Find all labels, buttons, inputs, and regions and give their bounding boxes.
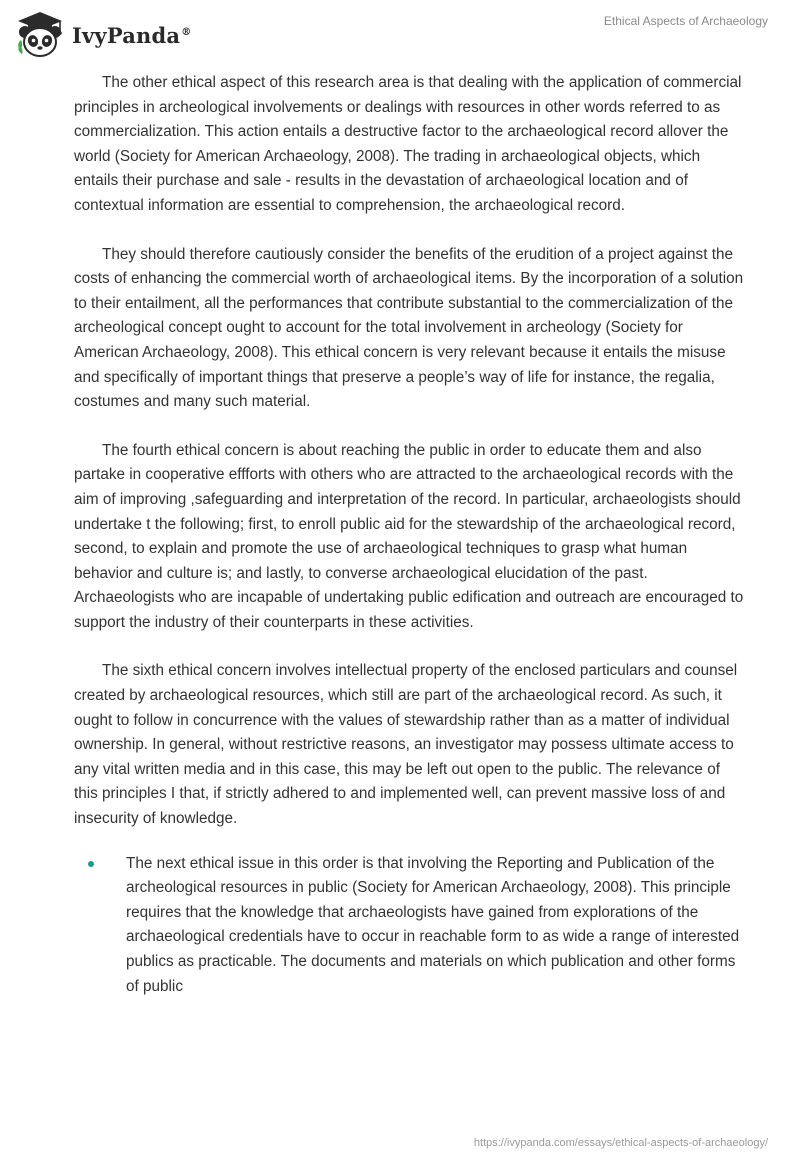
page-header [0,0,800,70]
registered-mark: ® [181,26,192,38]
source-url-link[interactable]: https://ivypanda.com/essays/ethical-aspects-of-archaeology/ [473,1137,768,1149]
bullet-text: The next ethical issue in this order is that involving the Reporting and Publication of the archeological resources in public (Society for American Archaeology, 2008). This principle requires that the knowledge that archaeologists have gained from explorations of the archaeological credentials have to occur in reachable form to as wide a range of interested publics as practicable. The documents and materials on which publication and other forms of public [126,854,740,995]
essay-body [74,71,744,999]
ivypanda-logo-link[interactable] [14,10,191,58]
panda-logo-icon [14,10,66,58]
paragraph-intellectual-property: The sixth ethical concern involves intellectual property of the enclosed particulars and counsel created by archaeological resources, which still are part of the archaeological record. As such, it ought to follow in concurrence with the values of stewardship rather than as a matter of individual ownership. In general, without restrictive reasons, an investigator may possess ultimate access to any vital written media and in this case, this may be left out open to the public. The relevance of this principles I that, if strictly adhered to and implemented well, can prevent massive loss of and insecurity of knowledge. [74,662,738,828]
bullet-list [74,852,744,1000]
paragraph-cost-benefit: They should therefore cautiously consider the benefits of the erudition of a project against the costs of enhancing the commercial worth of archaeological items. By the incorporation of a solution to their entailment, all the performances that contribute substantial to the commercialization of the archeological concept ought to account for the total involvement in archeology (Society for American Archaeology, 2008). This ethical concern is very relevant because it entails the misuse and specifically of important things that preserve a people’s way of life for instance, the regalia, costumes and many such material. [74,245,744,411]
paragraph-commercialization: The other ethical aspect of this research area is that dealing with the application of commercial principles in archeological involvements or dealings with resources in other words referred to as commercialization. This action entails a destructive factor to the archaeological record allover the world (Society for American Archaeology, 2008). The trading in archaeological objects, which entails their purchase and sale - results in the devastation of archaeological location and of contextual information are essential to comprehension, the archaeological record. [74,74,742,214]
paragraph-public-education: The fourth ethical concern is about reaching the public in order to educate them and also partake in cooperative effforts with others who are attracted to the archaeological records with the aim of improving ,safeguarding and interpretation of the record. In particular, archaeologists should undertake t the following; first, to enroll public aid for the stewardship of the archaeological record, second, to explain and promote the use of archaeological techniques to grasp what human behavior and culture is; and lastly, to converse archaeological elucidation of the past. Archaeologists who are incapable of undertaking public edification and outreach are encouraged to support the industry of their counterparts in these activities. [74,441,744,631]
bullet-item-reporting [74,852,744,1000]
document-title: Ethical Aspects of Archaeology [603,14,768,28]
bullet-dot-icon [88,861,94,867]
brand-name: IvyPanda® [72,22,192,48]
